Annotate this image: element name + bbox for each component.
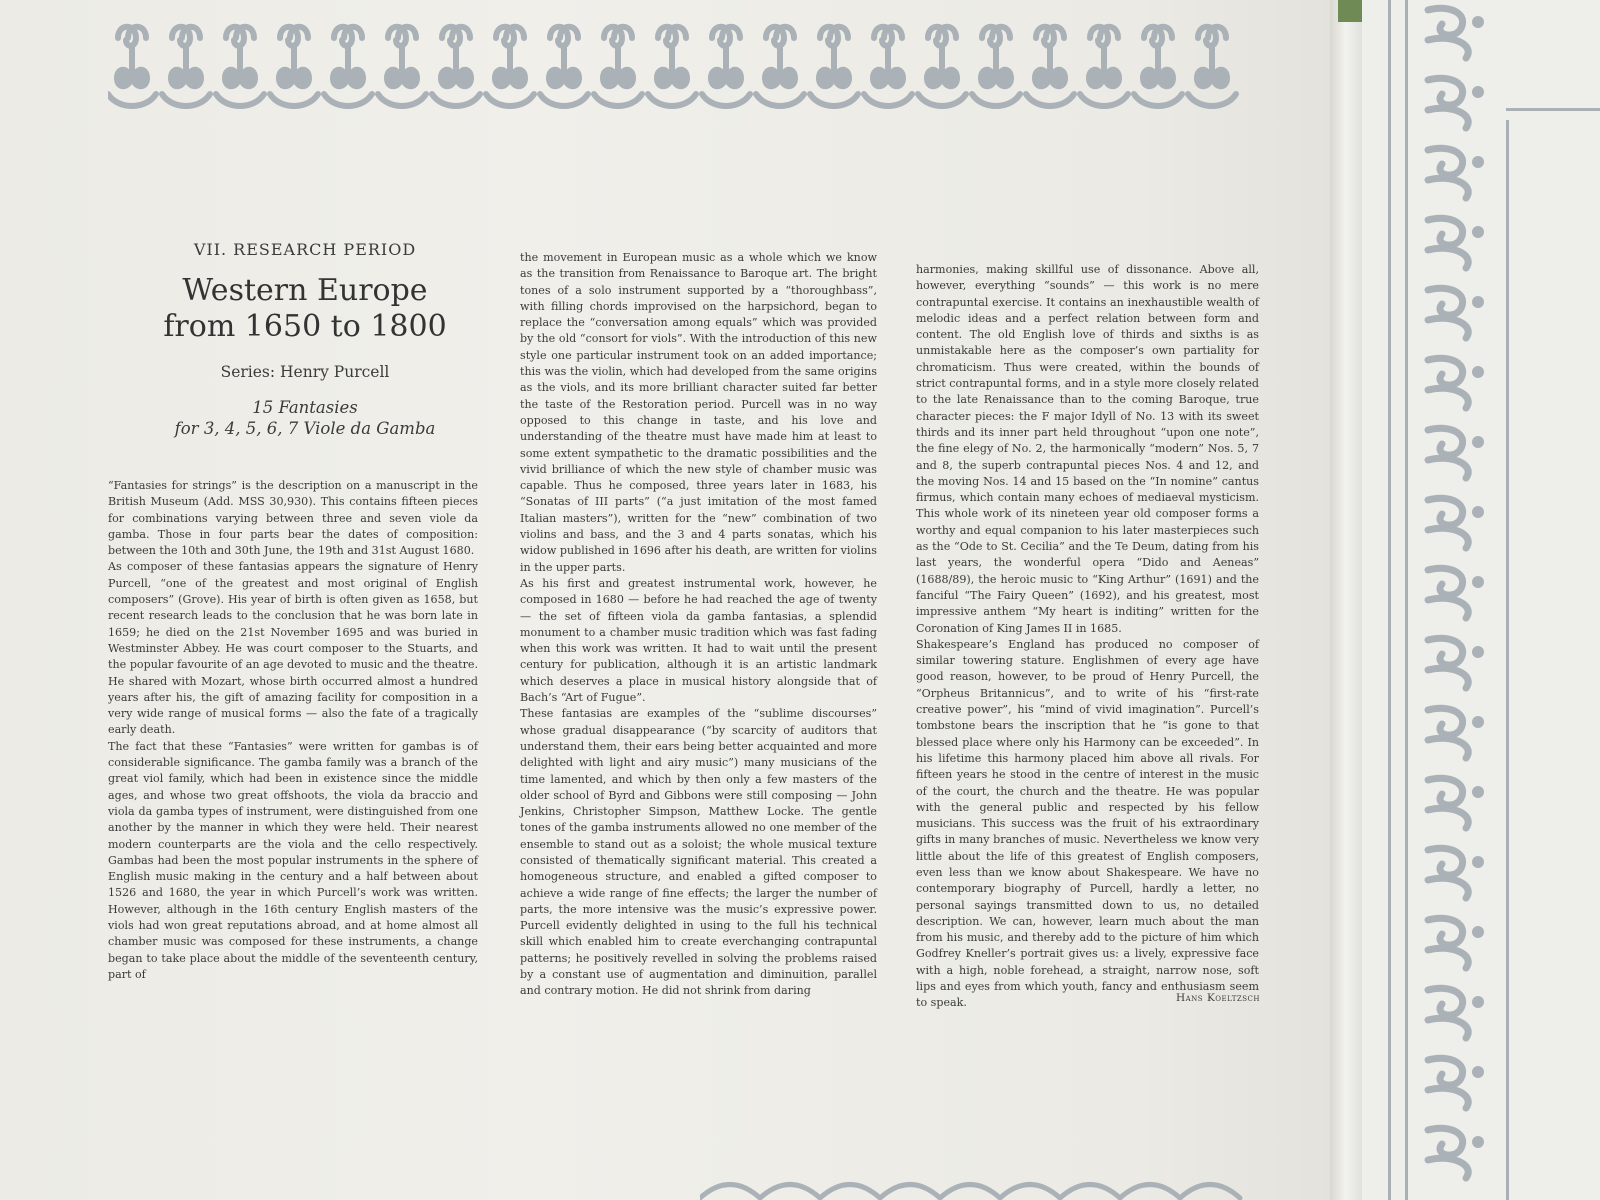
title-line-2: from 1650 to 1800: [163, 309, 447, 344]
work-line-1: 15 Fantasies: [252, 398, 358, 417]
text-column-1: [108, 478, 478, 983]
text-column-3: [916, 262, 1259, 1012]
paragraph: Shakespeare’s England has produced no composer of similar towering stature. Englishmen of every age have good reason, however, to be proud of Henry Purcell, the “Orpheus Britannicus”, and to write of his “first-rate creative power”, his “mind of vivid imagination”. Purcell’s tombstone bears the inscription that he “is gone to that blessed place where only his Harmony can be exceeded”. In his lifetime this harmony placed him above all rivals. For fifteen years he stood in the centre of interest in the music of the court, the church and the theatre. He was popular with the general public and respected by his fellow musicians. This success was the fruit of his extraordinary gifts in many branches of music. Nevertheless we know very little about the life of this greatest of English composers, even less than we know about Shakespeare. We have no contemporary biography of Purcell, hardly a letter, no personal sayings transmitted down to us, no detailed description. We can, however, learn much about the man from his music, and thereby add to the picture of him which Godfrey Kneller’s portrait gives us: a lively, expressive face with a high, noble forehead, a straight, narrow nose, soft lips and eyes from which youth, fancy and enthusiasm seem to speak.: [916, 637, 1259, 1010]
title-line-1: Western Europe: [182, 273, 428, 308]
page-fold: [1330, 0, 1364, 1200]
top-ornament-border: [108, 10, 1248, 120]
frame-top-rule: [1506, 108, 1600, 119]
paragraph: the movement in European music as a whole which we know as the transition from Renaissance to Baroque art. The bright tones of a solo instrument supported by a “thoroughbass”, with filling chords improvised on the harpsichord, began to replace the “conversation among equals” which was provided by the old “consort for viols”. With the introduction of this new style one particular instrument took on an added importance; this was the violin, which had developed from the same origins as the viols, and its more brilliant character suited far better the taste of the Restoration period. Purcell was in no way opposed to this change in taste, and his love and understanding of the theatre must have made him at least to some extent sympathetic to the dramatic possibilities and the vivid brilliance of which the new style of chamber music was capable. Thus he composed, three years later in 1683, his “Sonatas of III parts” (“a just imitation of the most famed Italian masters”), written for the “new” combination of two violins and bass, and the 3 and 4 parts sonatas, which his widow published in 1696 after his death, are written for violins in the upper parts.: [520, 251, 877, 574]
frame-inner-rule: [1506, 120, 1517, 1200]
page-title: [110, 273, 500, 345]
paragraph: harmonies, making skillful use of dissonance. Above all, however, everything “sounds” — this work is no mere contrapuntal exercise. It contains an inexhaustible wealth of melodic ideas and a perfect relation between form and content. The old English love of thirds and sixths is as unmistakable here as the composer’s own partiality for chromaticism. Thus were created, within the bounds of strict contrapuntal forms, and in a style more closely related to the late Renaissance than to the coming Baroque, true character pieces: the F major Idyll of No. 13 with its sweet thirds and its inner part held throughout “upon one note”, the fine elegy of No. 2, the harmonically “modern” Nos. 5, 7 and 8, the superb contrapuntal pieces Nos. 4 and 12, and the moving Nos. 14 and 15 based on the “In nomine” cantus firmus, which contain many echoes of mediaeval mysticism. This whole work of its nineteen year old composer forms a worthy and equal companion to his later masterpieces such as the “Ode to St. Cecilia” and the Te Deum, dating from his last years, the wonderful opera “Dido and Aeneas” (1688/89), the heroic music to “King Arthur” (1691) and the fanciful “The Fairy Queen” (1692), and his greatest, most impressive anthem “My heart is inditing” written for the Coronation of King James II in 1685.: [916, 263, 1259, 635]
paragraph: As composer of these fantasias appears the signature of Henry Purcell, “one of the greatest and most original of English composers” (Grove). His year of birth is often given as 1658, but recent research leads to the conclusion that he was born late in 1659; he died on the 21st November 1695 and was buried in Westminster Abbey. He was court composer to the Stuarts, and the popular favourite of an age devoted to music and the theatre. He shared with Mozart, whose birth occurred almost a hundred years after his, the gift of amazing facility for composition in a very wide range of musical forms — also the fate of a tragically early death.: [108, 560, 478, 737]
author-signature: Hans Koeltzsch: [1175, 992, 1260, 1004]
side-ornament-border: [1420, 0, 1500, 1200]
paragraph: These fantasias are examples of the “sublime discourses” whose gradual disappearance (“by scarcity of auditors that understand them, their ears being better acquainted and more delighted with light and airy music”) many musicians of the time lamented, and which by then only a few masters of the older school of Byrd and Gibbons were still composing — John Jenkins, Christopher Simpson, Matthew Locke. The gentle tones of the gamba instruments allowed no one member of the ensemble to stand out as a soloist; the whole musical texture consisted of thematically significant material. This created a homogeneous structure, and enabled a gifted composer to achieve a wide range of fine effects; the larger the number of parts, the more intensive was the music’s expressive power. Purcell evidently delighted in using to the full his technical skill which enabled him to create everchanging contrapuntal patterns; he positively revelled in solving the problems raised by a constant use of augmentation and diminuition, parallel and contrary motion. He did not shrink from daring: [520, 707, 877, 998]
text-column-2: [520, 250, 877, 1000]
booklet-heading: [110, 240, 500, 439]
paragraph: “Fantasies for strings” is the description on a manuscript in the British Museum (Add. MSS 30,930). This contains fifteen pieces for combinations varying between three and seven viole da gamba. Those in four parts bear the dates of composition: between the 10th and 30th June, the 19th and 31st August 1680.: [108, 479, 478, 558]
paragraph: The fact that these “Fantasies” were written for gambas is of considerable significance. The gamba family was a branch of the great viol family, which had been in existence since the middle ages, and whose two great offshoots, the viola da braccio and viola da gamba types of instrument, were distinguished from one another by the manner in which they were held. Their nearest modern counterparts are the viola and the cello respectively. Gambas had been the most popular instruments in the sphere of English music making in the century and a half between about 1526 and 1680, the year in which Purcell’s work was written. However, although in the 16th century English masters of the viols had won great reputations abroad, and at home almost all chamber music was composed for these instruments, a change began to take place about the middle of the seventeenth century, part of: [108, 739, 478, 981]
period-label: VII. RESEARCH PERIOD: [193, 240, 417, 259]
frame-outer-rule: [1388, 0, 1408, 1200]
work-line-2: for 3, 4, 5, 6, 7 Viole da Gamba: [174, 419, 436, 438]
paragraph: As his first and greatest instrumental work, however, he composed in 1680 — before he had reached the age of twenty — the set of fifteen viola da gamba fantasias, a splendid monument to a chamber music tradition which was fast fading when this work was written. It had to wait until the present century for publication, although it is an artistic landmark which deserves a place in musical history alongside that of Bach’s “Art of Fugue”.: [520, 576, 877, 705]
bottom-ornament-border: [700, 1180, 1260, 1200]
work-title: [110, 397, 500, 439]
series-label: Series: Henry Purcell: [220, 363, 390, 381]
